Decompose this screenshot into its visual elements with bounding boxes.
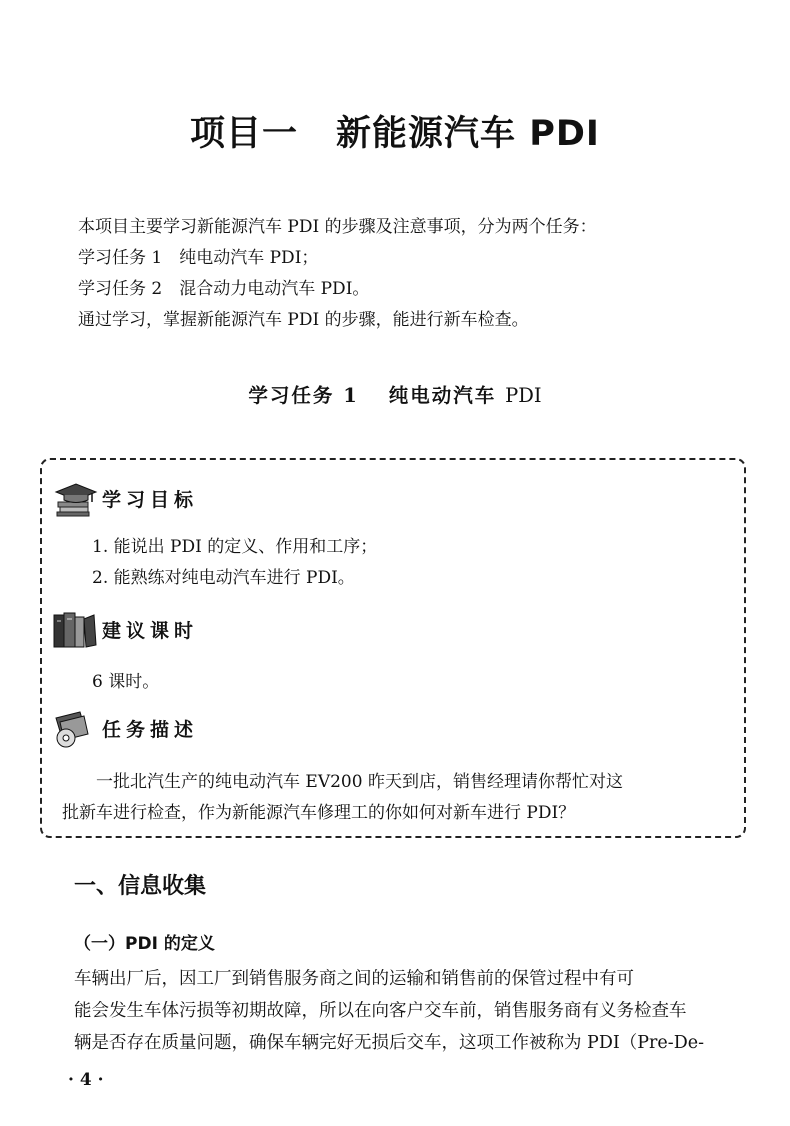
books-icon [52,609,98,649]
intro-text [78,212,597,336]
graduation-cap-books-icon [52,478,98,518]
intro-line: 学习任务 1 纯电动汽车 PDI； [78,248,319,268]
body-line: 辆是否存在质量问题，确保车辆完好无损后交车，这项工作被称为 PDI（Pre-De- [74,1033,704,1053]
page-title-project: 项目一 [190,114,299,154]
hours-title: 建议课时 [102,619,199,642]
task-heading [0,380,790,408]
objective-item: 1. 能说出 PDI 的定义、作用和工序； [92,537,378,557]
body-paragraph [74,963,754,1059]
description-line: 一批北汽生产的纯电动汽车 EV200 昨天到店，销售经理请你帮忙对这 [96,772,623,792]
objectives-list [92,532,377,594]
description-heading [52,708,198,748]
page-title-name: 新能源汽车 PDI [336,114,600,154]
objectives-heading [52,478,198,518]
body-line: 车辆出厂后，因工厂到销售服务商之间的运输和销售前的保管过程中有可 [74,969,634,989]
subsection-heading: （一）PDI 的定义 [74,934,215,954]
task-heading-number: 学习任务 1 [248,384,359,407]
intro-line: 通过学习，掌握新能源汽车 PDI 的步骤，能进行新车检查。 [78,310,529,330]
task-heading-pdi: PDI [505,384,542,407]
hours-value: 6 课时。 [92,672,160,692]
description-title: 任务描述 [102,718,199,741]
objective-item: 2. 能熟练对纯电动汽车进行 PDI。 [92,568,355,588]
hours-heading [52,609,198,649]
task-heading-name: 纯电动汽车 [388,384,497,407]
description-line: 批新车进行检查，作为新能源汽车修理工的你如何对新车进行 PDI？ [62,803,576,823]
folder-cd-icon [52,708,98,748]
section-heading: 一、信息收集 [74,874,207,899]
description-text [62,767,623,829]
hours-text [92,667,159,698]
objectives-title: 学习目标 [102,488,199,511]
intro-line: 本项目主要学习新能源汽车 PDI 的步骤及注意事项，分为两个任务： [78,217,597,237]
body-line: 能会发生车体污损等初期故障，所以在向客户交车前，销售服务商有义务检查车 [74,1001,687,1021]
page-number: · 4 · [68,1070,104,1090]
intro-line: 学习任务 2 混合动力电动汽车 PDI。 [78,279,370,299]
page-title [0,106,790,156]
